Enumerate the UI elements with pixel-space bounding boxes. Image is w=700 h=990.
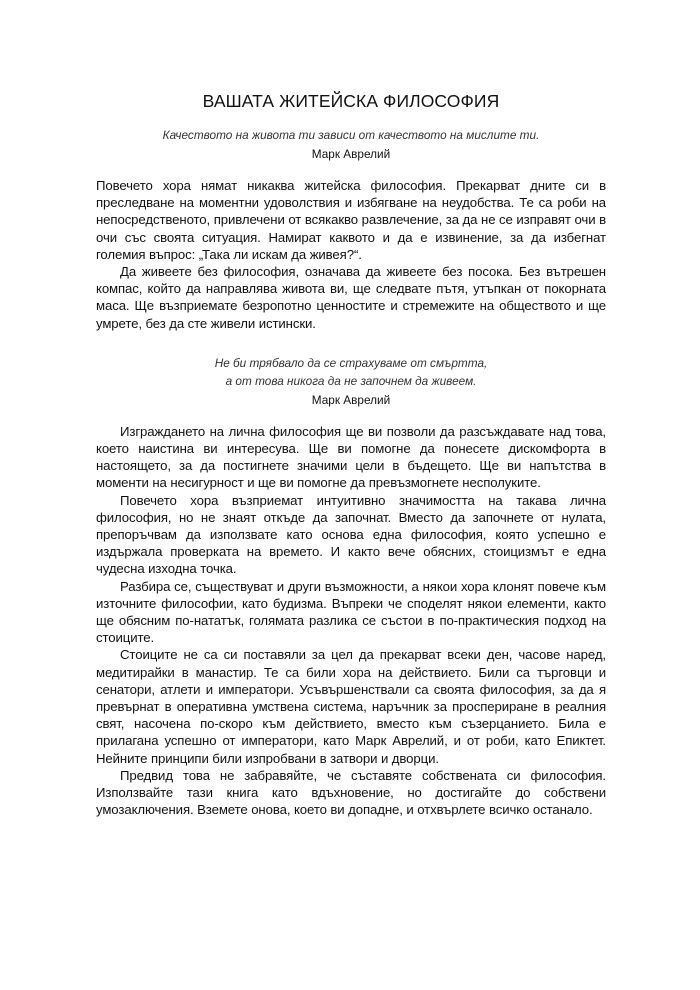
section-1 (96, 177, 606, 332)
paragraph: Предвид това не забравяйте, че съставяте собствената си философия. Използвайте тази книга като вдъхновение, но достигайте до собствени умозаключения. Вземете онова, което ви допадне, и отхвърлете всичко останало. (96, 767, 606, 818)
epigraph-line: Качеството на живота ти зависи от качеството на мислите ти. (162, 128, 540, 142)
epigraph-quote (96, 354, 606, 390)
paragraph: Стоиците не са си поставяли за цел да прекарват всеки ден, часове наред, медитирайки в манастир. Те са били хора на действието. Били са търговци и сенатори, атлети и императори. Усъвършенствали са своята философия, за да я превърнат в оперативна умствена система, наръчник за проспериране в реалния свят, насочена по-скоро към действието, вместо към съзерцанието. Била е прилагана успешно от императори, като Марк Аврелий, и от роби, като Епиктет. Нейните принципи били изпробвани в затвори и дворци. (96, 647, 606, 766)
paragraph: Повечето хора възприемат интуитивно значимостта на такава лична философия, но не знаят откъде да започнат. Вместо да започнете от нулата, препоръчвам да използвате като основа една философия, която успешно е издържала проверката на времето. И както вече обясних, стоицизмът е една чудесна изходна точка. (96, 492, 606, 577)
epigraph-author: Марк Аврелий (311, 147, 391, 161)
epigraph-author: Марк Аврелий (311, 392, 391, 407)
chapter-title: ВАШАТА ЖИТЕЙСКА ФИЛОСОФИЯ (202, 91, 500, 111)
paragraph: Да живеете без философия, означава да живеете без посока. Без вътрешен компас, който да направлява живота ви, ще следвате пътя, утъпкан от покорната маса. Ще възприемате безропотно ценностите и стремежите на обществото и ще умрете, без да сте живели истински. (96, 264, 606, 331)
epigraph-quote (96, 126, 606, 144)
document-page (96, 84, 606, 819)
paragraph: Разбира се, съществуват и други възможности, а някои хора клонят повече към източните философии, като будизма. Въпреки че споделят някои елементи, както ще обясним по-нататък, голямата разлика се състои в по-практическия подход на стоиците. (96, 578, 606, 646)
epigraph-1 (96, 126, 606, 163)
epigraph-line: а от това никога да не започнем да живеем. (225, 373, 477, 388)
epigraph-line: Не би трябвало да се страхуваме от смъртта, (214, 355, 488, 370)
section-2 (96, 423, 606, 819)
paragraph: Изграждането на лична философия ще ви позволи да разсъждавате над това, което наистина ви интересува. Ще ви помогне да понесете дискомфорта в настоящето, за да постигнете значими цели в бъдещето. Ще ви напътства в моменти на несигурност и ще ви помогне да превъзмогнете несполуките. (96, 423, 606, 491)
paragraph: Повечето хора нямат никаква житейска философия. Прекарват дните си в преследване на моментни удоволствия и избягване на неудобства. Те са роби на непосредственото, привлечени от всякакво развлечение, за да не се изправят очи в очи със своята ситуация. Намират каквото и да е извинение, за да избегнат големия въпрос: „Така ли искам да живея?“. (96, 178, 606, 262)
epigraph-2 (96, 354, 606, 409)
